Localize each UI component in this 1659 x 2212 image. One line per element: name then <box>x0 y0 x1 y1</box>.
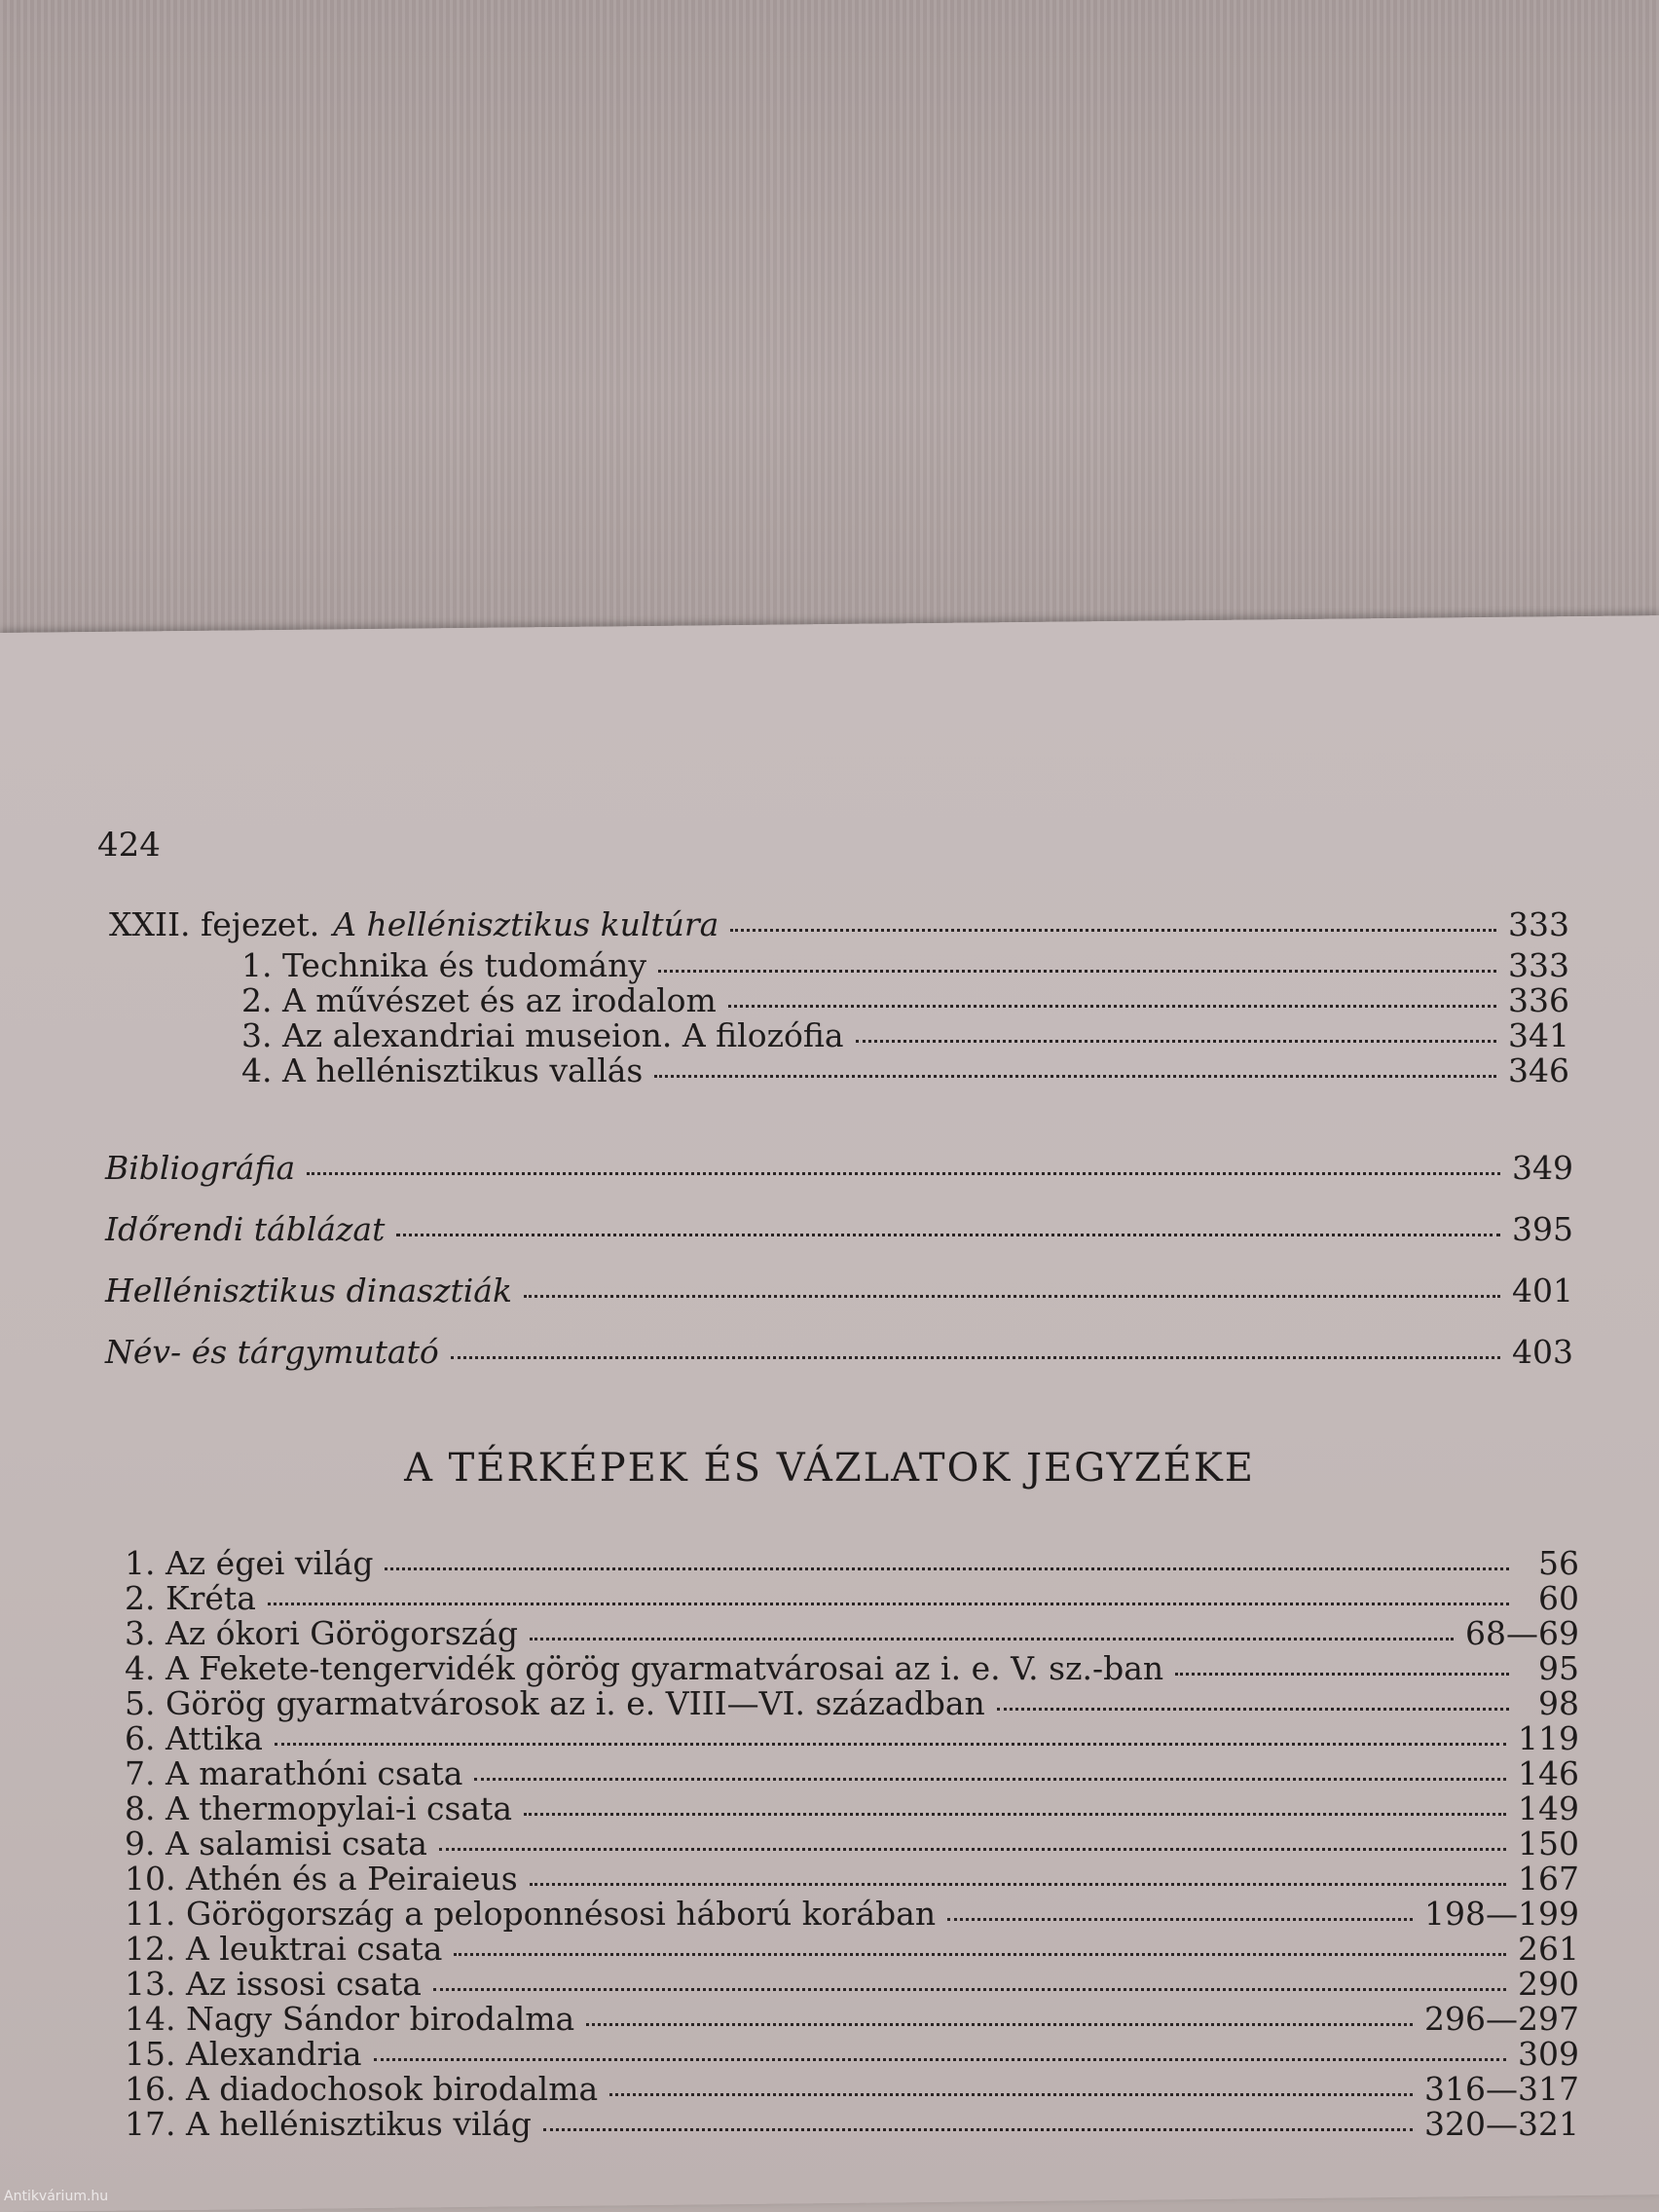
appendix-page: 401 <box>1512 1272 1573 1309</box>
leader-dots <box>997 1708 1509 1711</box>
map-page: 290 <box>1518 1965 1579 2003</box>
leader-dots <box>307 1172 1500 1175</box>
section-page: 346 <box>1508 1051 1569 1089</box>
leader-dots <box>530 1638 1454 1641</box>
list-item <box>125 1860 1579 1898</box>
map-label: 2. Kréta <box>125 1579 256 1617</box>
list-item <box>125 1649 1579 1687</box>
map-label: 6. Attika <box>125 1719 263 1757</box>
chapter-page: 333 <box>1508 905 1569 943</box>
leader-dots <box>275 1743 1506 1746</box>
map-label: 8. A thermopylai-i csata <box>125 1789 513 1827</box>
section-label: 1. Technika és tudomány <box>241 946 646 984</box>
leader-dots <box>385 1567 1509 1570</box>
leader-dots <box>530 1883 1506 1886</box>
list-item <box>125 1789 1579 1827</box>
watermark: Antikvárium.hu <box>4 2189 109 2204</box>
appendix-page: 349 <box>1512 1149 1573 1187</box>
leader-dots <box>586 2023 1413 2026</box>
map-label: 4. A Fekete-tengervidék görög gyarmatvárosai az i. e. V. sz.-ban <box>125 1649 1164 1687</box>
map-label: 16. A diadochosok birodalma <box>125 2070 599 2108</box>
leader-dots <box>609 2093 1413 2096</box>
toc-appendix-row <box>105 1333 1573 1371</box>
chapter-title: A hellénisztikus kultúra <box>333 905 719 943</box>
list-item <box>125 1930 1579 1968</box>
appendix-label: Hellénisztikus dinasztiák <box>105 1272 512 1309</box>
list-item <box>125 1579 1579 1617</box>
leader-dots <box>268 1603 1509 1605</box>
map-page: 119 <box>1518 1719 1579 1757</box>
map-page: 95 <box>1538 1649 1579 1687</box>
map-page: 320—321 <box>1424 2105 1579 2143</box>
list-item <box>125 2105 1579 2143</box>
toc-appendix-row <box>105 1272 1573 1309</box>
toc-appendix-row <box>105 1210 1573 1248</box>
leader-dots <box>474 1778 1506 1781</box>
section-label: 2. A művészet és az irodalom <box>241 981 717 1019</box>
leader-dots <box>454 1953 1506 1956</box>
map-page: 146 <box>1518 1754 1579 1792</box>
map-page: 198—199 <box>1424 1895 1579 1933</box>
map-label: 3. Az ókori Görögország <box>125 1614 518 1652</box>
map-label: 17. A hellénisztikus világ <box>125 2105 532 2143</box>
list-item <box>125 2070 1579 2108</box>
map-label: 9. A salamisi csata <box>125 1825 427 1862</box>
list-item <box>125 1719 1579 1757</box>
map-page: 56 <box>1538 1544 1579 1582</box>
leader-dots <box>654 1075 1496 1078</box>
leader-dots <box>396 1234 1500 1236</box>
map-page: 98 <box>1538 1684 1579 1722</box>
toc-appendix-row <box>105 1149 1573 1187</box>
appendix-label: Bibliográfia <box>105 1149 296 1187</box>
section-page: 341 <box>1508 1016 1569 1054</box>
map-page: 296—297 <box>1424 2000 1579 2038</box>
maps-heading: A TÉRKÉPEK ÉS VÁZLATOK JEGYZÉKE <box>404 1446 1255 1491</box>
map-label: 1. Az égei világ <box>125 1544 374 1582</box>
map-page: 167 <box>1518 1860 1579 1898</box>
appendix-label: Időrendi táblázat <box>105 1210 386 1248</box>
list-item <box>125 1544 1579 1582</box>
list-item <box>125 1895 1579 1933</box>
section-page: 333 <box>1508 946 1569 984</box>
chapter-prefix: XXII. fejezet. <box>109 905 320 943</box>
section-label: 4. A hellénisztikus vallás <box>241 1051 644 1089</box>
toc-chapter-row <box>109 905 1569 943</box>
leader-dots <box>524 1295 1500 1298</box>
map-label: 11. Görögország a peloponnésosi háború korában <box>125 1895 937 1933</box>
list-item <box>125 1684 1579 1722</box>
section-page: 336 <box>1508 981 1569 1019</box>
leader-dots <box>730 929 1496 932</box>
leader-dots <box>856 1040 1496 1043</box>
section-label: 3. Az alexandriai museion. A filozófia <box>241 1016 844 1054</box>
leader-dots <box>374 2058 1506 2061</box>
appendix-page: 395 <box>1512 1210 1573 1248</box>
map-label: 15. Alexandria <box>125 2035 362 2073</box>
list-item <box>125 2000 1579 2038</box>
map-page: 68—69 <box>1465 1614 1579 1652</box>
list-item <box>125 1614 1579 1652</box>
list-item <box>125 2035 1579 2073</box>
toc-section-row <box>241 981 1569 1019</box>
map-page: 316—317 <box>1424 2070 1579 2108</box>
map-label: 7. A marathóni csata <box>125 1754 463 1792</box>
leader-dots <box>451 1356 1500 1359</box>
leader-dots <box>1175 1673 1509 1676</box>
map-page: 60 <box>1538 1579 1579 1617</box>
toc-section-row <box>241 1051 1569 1089</box>
map-label: 12. A leuktrai csata <box>125 1930 443 1968</box>
leader-dots <box>439 1848 1506 1851</box>
leader-dots <box>947 1918 1413 1921</box>
map-label: 10. Athén és a Peiraieus <box>125 1860 518 1898</box>
leader-dots <box>543 2128 1413 2131</box>
list-item <box>125 1965 1579 2003</box>
toc-section-row <box>241 946 1569 984</box>
list-item <box>125 1825 1579 1862</box>
map-page: 261 <box>1518 1930 1579 1968</box>
page-number: 424 <box>97 826 161 865</box>
map-page: 309 <box>1518 2035 1579 2073</box>
leader-dots <box>658 970 1496 973</box>
map-label: 5. Görög gyarmatvárosok az i. e. VIII—VI. században <box>125 1684 985 1722</box>
map-label: 14. Nagy Sándor birodalma <box>125 2000 575 2038</box>
toc-section-row <box>241 1016 1569 1054</box>
map-page: 149 <box>1518 1789 1579 1827</box>
appendix-label: Név- és tárgymutató <box>105 1333 439 1371</box>
leader-dots <box>433 1988 1506 1991</box>
appendix-page: 403 <box>1512 1333 1573 1371</box>
leader-dots <box>524 1813 1506 1816</box>
map-label: 13. Az issosi csata <box>125 1965 422 2003</box>
list-item <box>125 1754 1579 1792</box>
leader-dots <box>728 1005 1496 1008</box>
map-page: 150 <box>1518 1825 1579 1862</box>
